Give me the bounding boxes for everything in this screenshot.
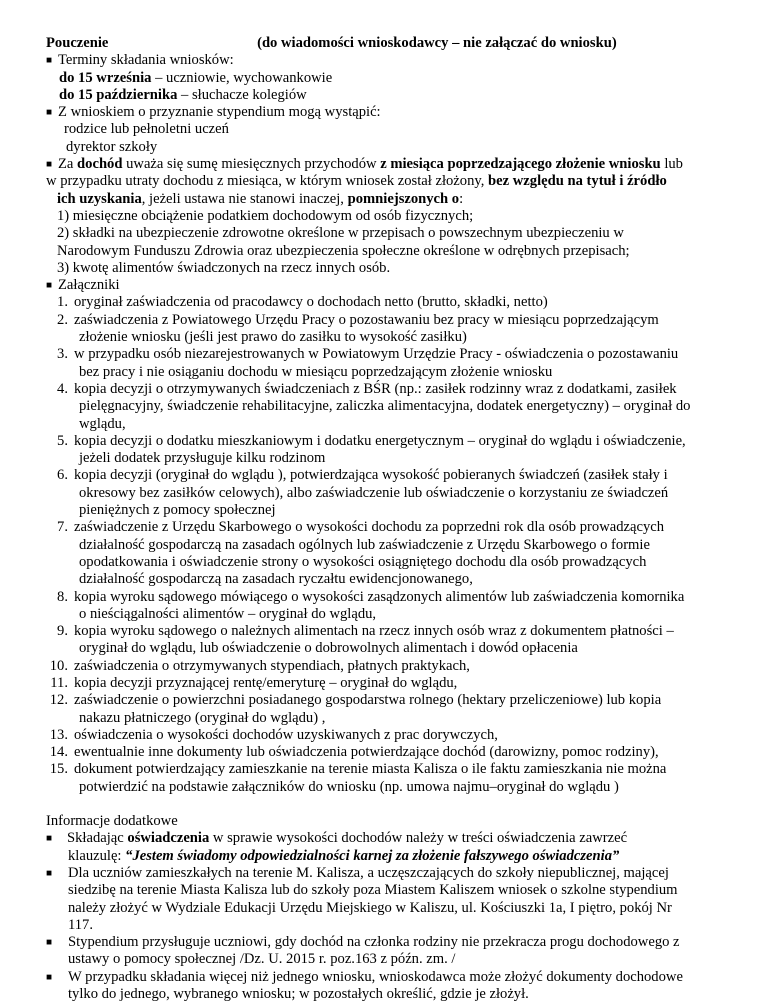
attachment-text: zaświadczenia z Powiatowego Urzędu Pracy o pozostawaniu bez pracy w miesiącu poprzedzającym (74, 311, 659, 328)
attachment-number: 2. (57, 311, 68, 328)
attachment-text: dokument potwierdzający zamieszkanie na terenie miasta Kalisza o ile faktu zamieszkania nie można (74, 761, 667, 778)
attachment-number: 1. (57, 294, 68, 311)
income-bold: ich uzyskania (57, 190, 142, 207)
attachment-text: bez pracy i nie osiąganiu dochodu w miesiącu poprzedzającym złożenie wniosku (79, 363, 553, 380)
attachment-text: oświadczenia o wysokości dochodów uzyskiwanych z prac dorywczych, (74, 726, 498, 743)
income-bold: bez względu na tytuł i źródło (488, 173, 667, 190)
additional-text: siedzibę na terenie Miasta Kalisza lub do szkoły poza Miastem Kaliszem wniosek o szkolne stypendium (68, 882, 678, 899)
additional-heading: Informacje dodatkowe (46, 813, 178, 830)
attachment-number: 10. (49, 657, 68, 674)
attachment-text: złożenie wniosku (jeśli jest prawo do zasiłku to wysokość zasiłku) (79, 329, 467, 346)
applicant-item: dyrektor szkoły (66, 138, 158, 155)
attachment-item-line (46, 416, 750, 433)
attachment-item-line (46, 381, 750, 398)
deadline-line-2 (46, 87, 750, 104)
attachment-text: nakazu płatniczego (oryginał do wglądu) , (79, 709, 326, 726)
additional-line (46, 900, 750, 917)
additional-text: w sprawie wysokości dochodów należy w treści oświadczenia zawrzeć (209, 830, 628, 847)
deadline-line-1 (46, 70, 750, 87)
attachment-number: 14. (49, 744, 68, 761)
applicants-heading (46, 104, 750, 121)
attachment-text: oryginał do wglądu, lub oświadczenie o dobrowolnych alimentach i dowód opłacenia (79, 640, 578, 657)
income-bold: pomniejszonych o (347, 190, 460, 207)
attachment-text: oryginał zaświadczenia od pracodawcy o dochodach netto (brutto, składki, netto) (74, 294, 548, 311)
attachment-text: zaświadczenie o powierzchni posiadanego gospodarstwa rolnego (hektary przeliczeniowe) lub kopia (74, 692, 662, 709)
attachment-text: o nieściągalności alimentów – oryginał do wglądu, (79, 605, 377, 622)
income-text: w przypadku utraty dochodu z miesiąca, w którym wniosek został złożony, (46, 173, 489, 190)
additional-text: Stypendium przysługuje uczniowi, gdy dochód na członka rodziny nie przekracza progu dochodowego z (68, 934, 680, 951)
additional-text: ustawy o pomocy społecznej /Dz. U. 2015 r. poz.163 z późn. zm. / (68, 951, 456, 968)
attachment-text: kopia decyzji przyznającej rentę/emeryturę – oryginał do wglądu, (74, 674, 458, 691)
additional-line (46, 865, 750, 882)
attachment-item-line (46, 675, 750, 692)
additional-line (46, 882, 750, 899)
additional-text: W przypadku składania więcej niż jednego wniosku, wnioskodawca może złożyć dokumenty dochodowe (68, 968, 683, 985)
applicants-heading-text: Z wnioskiem o przyznanie stypendium mogą wystąpić: (58, 104, 381, 121)
income-line-2 (46, 173, 750, 190)
bullet-square-icon: ■ (46, 867, 53, 879)
income-text: lub (660, 156, 683, 173)
income-bold: dochód (77, 156, 123, 173)
attachment-text: działalność gospodarczą na zasadach ogólnych lub zaświadczenie z Urzędu Skarbowego o formie (79, 536, 650, 553)
additional-bold: oświadczenia (127, 830, 210, 847)
attachment-text: pielęgnacyjny, świadczenie rehabilitacyjne, zaliczka alimentacyjna, dodatek energetyczny) – oryginał do (79, 398, 691, 415)
income-text: , jeżeli ustawa nie stanowi inaczej, (141, 190, 348, 207)
bullet-square-icon: ■ (46, 159, 53, 171)
attachment-item-line (46, 710, 750, 727)
attachment-item-line (46, 450, 750, 467)
attachment-text: zaświadczenie z Urzędu Skarbowego o wysokości dochodu za poprzedni rok dla osób prowadzących (74, 519, 665, 536)
attachment-item-line (46, 571, 750, 588)
bullet-square-icon: ■ (46, 280, 53, 292)
deadlines-heading-text: Terminy składania wniosków: (58, 52, 234, 69)
attachment-item-line (46, 329, 750, 346)
attachment-text: jeżeli dodatek przysługuje kilku rodzinom (79, 450, 326, 467)
attachment-item-line (46, 727, 750, 744)
deadline-date-1: do 15 września (59, 69, 152, 86)
additional-line (46, 951, 750, 968)
attachment-item-line (46, 589, 750, 606)
attachment-item-line (46, 537, 750, 554)
bullet-square-icon: ■ (46, 55, 53, 67)
bullet-square-icon: ■ (46, 107, 53, 119)
additional-text: Składając (67, 830, 128, 847)
attachment-text: działalność gospodarczą na zasadach ryczałtu ewidencjonowanego, (79, 571, 473, 588)
attachment-number: 5. (57, 432, 68, 449)
declaration-clause: “Jestem świadomy odpowiedzialności karnej za złożenie fałszywego oświadczenia” (125, 847, 620, 864)
attachment-item-line (46, 502, 750, 519)
additional-text: 117. (68, 916, 93, 933)
header-title: Pouczenie (46, 35, 109, 51)
attachment-number: 4. (57, 380, 68, 397)
attachment-text: okresowy bez zasiłków celowych), albo zaświadczenie lub oświadczenie o korzystaniu ze świadczeń (79, 484, 669, 501)
attachment-item-line (46, 485, 750, 502)
attachment-text: wglądu, (79, 415, 126, 432)
attachments-list (46, 294, 750, 796)
additional-text: tylko do jednego, wybranego wniosku; w pozostałych określić, gdzie je złożył. (68, 986, 529, 1003)
bullet-square-icon: ■ (46, 937, 53, 949)
additional-bullet-1-line-2 (46, 848, 750, 865)
income-bold: z miesiąca poprzedzającego złożenie wniosku (380, 156, 661, 173)
income-deduction-2b: Narodowym Funduszu Zdrowia oraz ubezpieczenia społeczne określone w odrębnych przepisach; (57, 242, 630, 259)
income-text: : (459, 190, 464, 207)
attachment-text: pieniężnych z pomocy społecznej (79, 502, 276, 519)
attachment-text: kopia wyroku sądowego mówiącego o wysokości zasądzonych alimentów lub zaświadczenia komornika (74, 588, 685, 605)
bullet-square-icon: ■ (46, 971, 53, 983)
attachment-number: 6. (57, 467, 68, 484)
attachment-item-line (46, 312, 750, 329)
applicant-item: rodzice lub pełnoletni uczeń (64, 121, 229, 138)
attachment-text: kopia decyzji (oryginał do wglądu ), potwierdzająca wysokość pobieranych świadczeń (zasiłek stały i (74, 467, 668, 484)
attachment-text: kopia wyroku sądowego o należnych alimentach na rzecz innych osób wraz z dokumentem płatności – (74, 623, 674, 640)
attachment-item-line (46, 554, 750, 571)
additional-line (46, 969, 750, 986)
attachment-item-line (46, 779, 750, 796)
attachments-heading (46, 277, 750, 294)
attachment-number: 11. (50, 674, 68, 691)
attachments-heading-text: Załączniki (58, 277, 120, 294)
attachment-item-line (46, 294, 750, 311)
attachment-number: 3. (57, 346, 68, 363)
attachment-number: 15. (49, 761, 68, 778)
header-row (46, 35, 750, 52)
income-deduction-3: 3) kwotę alimentów świadczonych na rzecz innych osób. (57, 259, 391, 276)
attachment-number: 7. (57, 519, 68, 536)
attachment-number: 8. (57, 588, 68, 605)
additional-bullet-3 (46, 934, 750, 969)
income-text: uważa się sumę miesięcznych przychodów (122, 156, 381, 173)
attachment-number: 9. (57, 623, 68, 640)
additional-line (46, 986, 750, 1003)
deadlines-heading (46, 52, 750, 69)
attachment-item-line (46, 744, 750, 761)
additional-bullet-4 (46, 969, 750, 1003)
attachment-item-line (46, 467, 750, 484)
attachment-item-line (46, 606, 750, 623)
additional-bullet-1 (46, 830, 750, 847)
deadline-text-1: – uczniowie, wychowankowie (151, 69, 333, 86)
additional-line (46, 934, 750, 951)
additional-text: klauzulę: (68, 847, 126, 864)
attachment-item-line (46, 346, 750, 363)
header-note: (do wiadomości wnioskodawcy – nie załączać do wniosku) (257, 35, 617, 51)
attachment-item-line (46, 519, 750, 536)
attachment-item-line (46, 398, 750, 415)
attachment-text: potwierdzić na podstawie załączników do wniosku (np. umowa najmu–oryginał do wglądu ) (79, 778, 619, 795)
income-line-3 (46, 191, 750, 208)
attachment-text: kopia decyzji o otrzymywanych świadczeniach z BŚR (np.: zasiłek rodzinny wraz z dodatkami, zasiłek (74, 380, 677, 397)
deadline-date-2: do 15 października (59, 86, 178, 103)
attachment-item-line (46, 640, 750, 657)
additional-text: Dla uczniów zamieszkałych na terenie M. Kalisza, a uczęszczających do szkoły niepublicznej, mającej (68, 864, 669, 881)
income-line-1 (46, 156, 750, 173)
additional-line (46, 917, 750, 934)
spacer (46, 796, 750, 813)
document-page (46, 35, 750, 1003)
attachment-item-line (46, 761, 750, 778)
attachment-number: 12. (49, 692, 68, 709)
attachment-text: zaświadczenia o otrzymywanych stypendiach, płatnych praktykach, (74, 657, 470, 674)
income-deduction-1: 1) miesięczne obciążenie podatkiem dochodowym od osób fizycznych; (57, 207, 474, 224)
attachment-number: 13. (49, 726, 68, 743)
attachment-text: ewentualnie inne dokumenty lub oświadczenia potwierdzające dochód (darowizny, pomoc rodziny), (74, 744, 659, 761)
attachment-item-line (46, 433, 750, 450)
attachment-item-line (46, 692, 750, 709)
bullet-square-icon: ■ (46, 833, 53, 845)
attachment-item-line (46, 623, 750, 640)
attachment-text: w przypadku osób niezarejestrowanych w Powiatowym Urzędzie Pracy - oświadczenia o pozostawaniu (74, 346, 679, 363)
attachment-item-line (46, 364, 750, 381)
income-deduction-2a: 2) składki na ubezpieczenie zdrowotne określone w przepisach o powszechnym ubezpieczeniu w (57, 225, 624, 242)
additional-bullet-2 (46, 865, 750, 934)
deadline-text-2: – słuchacze kolegiów (177, 86, 307, 103)
income-text: Za (58, 156, 78, 173)
attachment-item-line (46, 658, 750, 675)
attachment-text: opodatkowania i oświadczenie strony o wysokości osiągniętego dochodu dla osób prowadzących (79, 553, 647, 570)
additional-text: należy złożyć w Wydziale Edukacji Urzędu Miejskiego w Kaliszu, ul. Kościuszki 1a, I piętro, pokój Nr (68, 899, 672, 916)
attachment-text: kopia decyzji o dodatku mieszkaniowym i dodatku energetycznym – oryginał do wglądu i oświadczenie, (74, 432, 686, 449)
